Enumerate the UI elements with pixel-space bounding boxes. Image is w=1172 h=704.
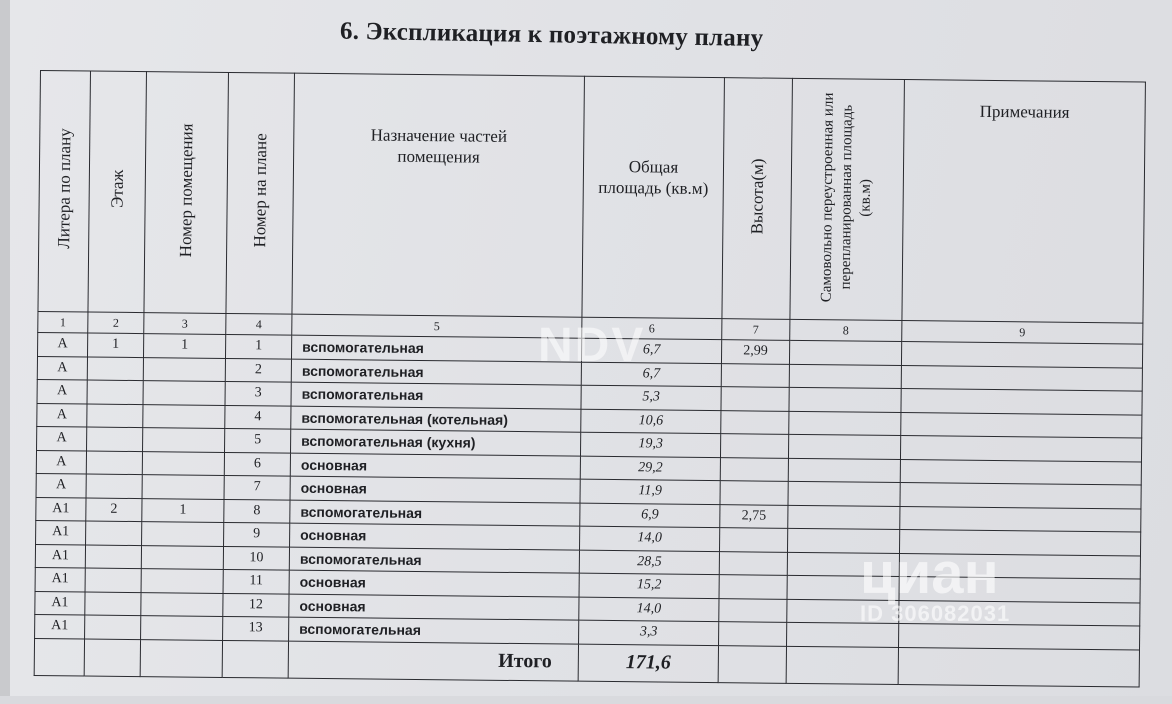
cell-floor — [85, 568, 141, 592]
cell-height — [719, 551, 787, 575]
cell-purpose: основная — [289, 594, 579, 621]
total-empty-cell — [140, 639, 222, 677]
cell-floor — [87, 404, 143, 428]
cell-purpose: вспомогательная — [289, 547, 579, 574]
cell-plan-number: 5 — [225, 428, 291, 452]
header-notes: Примечания — [902, 80, 1146, 324]
cell-area: 6,7 — [581, 362, 721, 387]
header-area: Общая площадь (кв.м) — [582, 76, 725, 318]
cell-height — [719, 575, 787, 599]
total-value: 171,6 — [578, 644, 718, 682]
cell-floor — [86, 474, 142, 498]
cell-litera: А — [37, 403, 87, 427]
cell-unauthorized-area — [789, 364, 901, 389]
cell-height — [719, 598, 787, 622]
cell-height — [720, 434, 788, 458]
cell-notes — [901, 389, 1142, 415]
cell-notes — [901, 342, 1142, 368]
cell-height: 2,75 — [720, 504, 788, 528]
cell-room-number — [142, 475, 224, 499]
cell-room-number — [141, 592, 223, 616]
cell-plan-number: 3 — [225, 381, 291, 405]
header-plan-number: Номер на плане — [226, 72, 295, 314]
total-empty-cell — [898, 647, 1139, 687]
cell-litera: А1 — [35, 567, 85, 591]
cell-litera: А1 — [35, 591, 85, 615]
cell-plan-number: 7 — [224, 475, 290, 499]
cell-floor — [85, 545, 141, 569]
cell-height — [719, 528, 787, 552]
cell-unauthorized-area — [789, 411, 901, 436]
total-empty-cell — [34, 638, 84, 676]
scan-edge — [0, 0, 10, 696]
cell-room-number — [141, 569, 223, 593]
cell-floor — [86, 451, 142, 475]
cell-litera: А — [37, 356, 87, 380]
cell-plan-number: 4 — [225, 405, 291, 429]
cell-plan-number: 2 — [225, 358, 291, 382]
cell-litera: А1 — [35, 614, 85, 638]
header-unauthorized-area: Самовольно переустроенная или перепланированная площадь (кв.м) — [790, 78, 905, 320]
total-empty-cell — [718, 645, 786, 683]
cell-room-number — [143, 404, 225, 428]
page-title: 6. Экспликация к поэтажному плану — [339, 17, 764, 53]
cell-floor: 1 — [88, 333, 144, 357]
cell-room-number: 1 — [143, 334, 225, 358]
cell-area: 19,3 — [580, 432, 720, 457]
cell-area: 3,3 — [579, 620, 719, 645]
cell-area: 6,7 — [581, 338, 721, 363]
cell-unauthorized-area — [788, 505, 900, 530]
cell-notes — [900, 483, 1141, 509]
cell-litera: А — [37, 426, 87, 450]
cell-notes — [901, 412, 1142, 438]
cell-room-number — [143, 381, 225, 405]
cell-unauthorized-area — [789, 340, 901, 365]
cell-floor — [85, 615, 141, 639]
cell-litera: А1 — [35, 544, 85, 568]
cell-notes — [899, 624, 1140, 650]
cell-purpose: вспомогательная — [291, 382, 581, 409]
cell-floor — [87, 427, 143, 451]
cell-purpose: вспомогательная — [291, 359, 581, 386]
cell-room-number — [143, 428, 225, 452]
header-floor: Этаж — [88, 71, 147, 313]
cell-purpose: вспомогательная — [289, 617, 579, 644]
cell-litera: А1 — [36, 520, 86, 544]
cian-logo: циан — [860, 541, 999, 606]
cell-plan-number: 1 — [225, 334, 291, 358]
cell-height — [720, 481, 788, 505]
cell-area: 10,6 — [581, 409, 721, 434]
cell-purpose: основная — [290, 523, 580, 550]
cell-purpose: основная — [289, 570, 579, 597]
cell-notes — [900, 436, 1141, 462]
ndv-watermark: NDV — [538, 319, 646, 372]
cell-unauthorized-area — [789, 387, 901, 412]
cell-purpose: основная — [290, 453, 580, 480]
cell-height — [721, 410, 789, 434]
cell-area: 15,2 — [579, 573, 719, 598]
cell-height — [721, 387, 789, 411]
cell-plan-number: 13 — [223, 616, 289, 640]
cell-purpose: основная — [290, 476, 580, 503]
cell-unauthorized-area — [788, 458, 900, 483]
cell-plan-number: 8 — [224, 499, 290, 523]
cell-litera: А1 — [36, 497, 86, 521]
cell-floor: 2 — [86, 498, 142, 522]
cell-purpose: вспомогательная — [291, 335, 581, 362]
cell-litera: А — [38, 332, 88, 356]
cell-area: 14,0 — [579, 597, 719, 622]
cell-plan-number: 6 — [224, 452, 290, 476]
total-label: Итого — [288, 641, 578, 681]
cell-height — [720, 457, 788, 481]
cell-height — [719, 622, 787, 646]
cell-height: 2,99 — [721, 340, 789, 364]
cell-area: 28,5 — [579, 550, 719, 575]
cell-floor — [87, 357, 143, 381]
total-empty-cell — [222, 640, 288, 678]
total-empty-cell — [84, 638, 140, 676]
cell-room-number: 1 — [142, 498, 224, 522]
cell-plan-number: 9 — [224, 522, 290, 546]
header-room-number: Номер помещения — [144, 72, 229, 314]
document-page — [10, 0, 1172, 696]
cell-notes — [900, 459, 1141, 485]
total-empty-cell — [786, 646, 898, 684]
cian-watermark — [860, 540, 1010, 627]
cell-litera: А — [37, 379, 87, 403]
cell-room-number — [142, 522, 224, 546]
cell-litera: А — [36, 473, 86, 497]
header-row — [38, 71, 1145, 324]
cell-purpose: вспомогательная — [290, 500, 580, 527]
header-purpose: Назначение частей помещения — [292, 73, 585, 317]
cell-notes — [901, 365, 1142, 391]
header-litera: Литера по плану — [38, 71, 91, 313]
cell-litera: А — [36, 450, 86, 474]
cell-area: 29,2 — [580, 456, 720, 481]
cell-area: 5,3 — [581, 385, 721, 410]
cell-plan-number: 12 — [223, 593, 289, 617]
cell-area: 14,0 — [580, 526, 720, 551]
cell-height — [721, 363, 789, 387]
cell-plan-number: 10 — [223, 546, 289, 570]
cell-unauthorized-area — [788, 481, 900, 506]
header-height: Высота(м) — [722, 78, 793, 320]
cell-room-number — [141, 545, 223, 569]
cell-room-number — [141, 616, 223, 640]
cell-unauthorized-area — [788, 434, 900, 459]
cell-floor — [85, 592, 141, 616]
cell-area: 11,9 — [580, 479, 720, 504]
cell-room-number — [143, 357, 225, 381]
column-number-row: 1 2 3 4 5 6 7 8 9 — [38, 311, 1143, 344]
cell-floor — [86, 521, 142, 545]
cell-purpose: вспомогательная (кухня) — [291, 429, 581, 456]
cian-listing-id: ID 306082031 — [860, 601, 1011, 626]
cell-area: 6,9 — [580, 503, 720, 528]
cell-room-number — [142, 451, 224, 475]
cell-notes — [900, 506, 1141, 532]
cell-purpose: вспомогательная (котельная) — [291, 406, 581, 433]
cell-plan-number: 11 — [223, 569, 289, 593]
cell-floor — [87, 380, 143, 404]
